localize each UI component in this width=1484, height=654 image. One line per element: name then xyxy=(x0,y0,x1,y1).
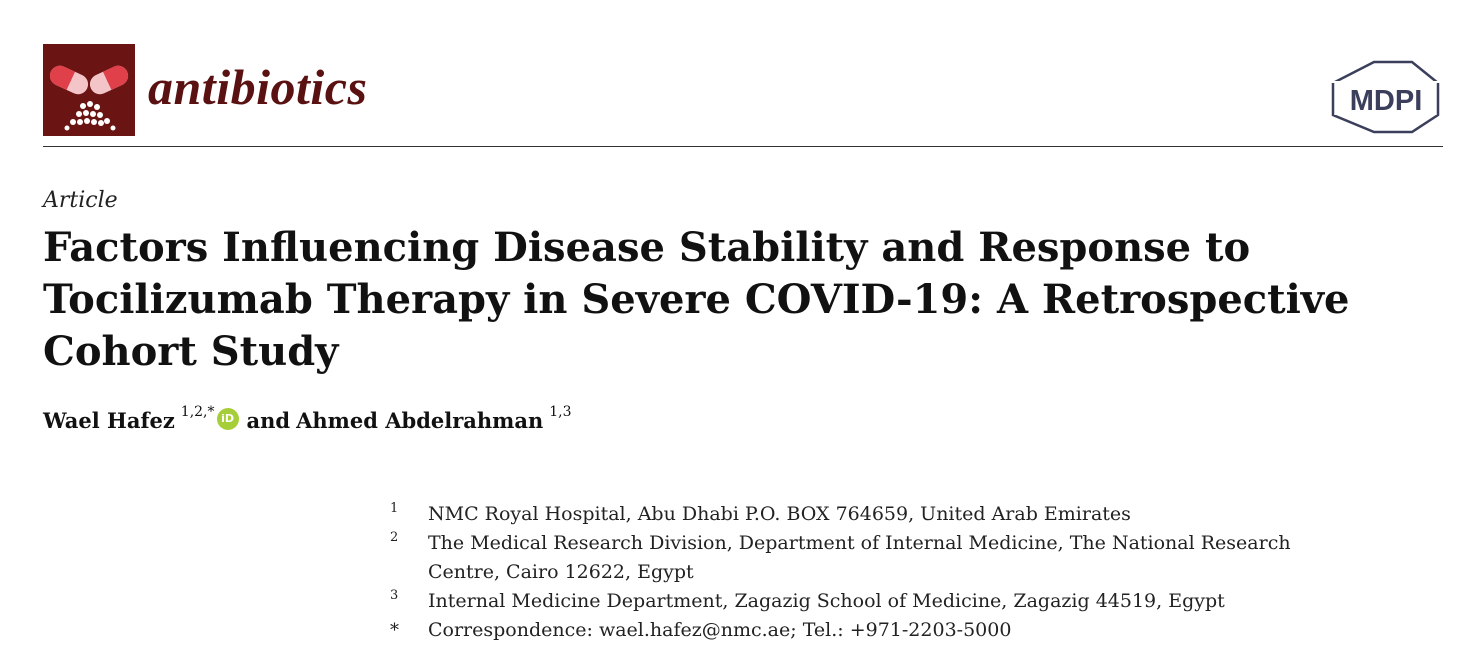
affiliation-text: NMC Royal Hospital, Abu Dhabi P.O. BOX 764659, United Arab Emirates xyxy=(428,503,1131,525)
author-affiliation-marks: 1,2,* xyxy=(180,403,215,420)
affiliation-item xyxy=(390,529,1350,587)
affiliations-list xyxy=(390,500,1350,645)
affiliation-mark: 2 xyxy=(390,530,399,545)
affiliation-mark: 1 xyxy=(390,501,399,516)
correspondence-item xyxy=(390,616,1350,645)
orcid-icon[interactable]: iD xyxy=(217,408,239,430)
author-list xyxy=(43,403,572,433)
author-name[interactable]: Ahmed Abdelrahman xyxy=(296,408,544,433)
mdpi-logo xyxy=(1329,59,1443,135)
article-title: Factors Influencing Disease Stability and Response to Tocilizumab Therapy in Severe COVID-19: A Retrospective Cohort Study xyxy=(43,224,1350,375)
journal-header xyxy=(43,44,1443,136)
journal-name: antibiotics xyxy=(148,59,368,115)
correspondence-text[interactable]: Correspondence: wael.hafez@nmc.ae; Tel.: +971-2203-5000 xyxy=(428,619,1012,641)
publisher-name: MDPI xyxy=(1349,85,1423,117)
article-type: Article xyxy=(43,188,118,213)
author-name[interactable]: Wael Hafez xyxy=(43,408,175,433)
author-affiliation-marks: 1,3 xyxy=(549,403,572,420)
correspondence-mark: * xyxy=(390,620,399,641)
capsule-pills-icon xyxy=(43,44,135,136)
affiliation-mark: 3 xyxy=(390,588,399,603)
affiliation-item xyxy=(390,500,1350,529)
affiliation-item xyxy=(390,587,1350,616)
affiliation-text: Internal Medicine Department, Zagazig School of Medicine, Zagazig 44519, Egypt xyxy=(428,590,1225,612)
header-divider xyxy=(43,146,1443,147)
authors-connector: and xyxy=(246,408,291,433)
affiliation-text: The Medical Research Division, Department of Internal Medicine, The National Research Centre, Cairo 12622, Egypt xyxy=(428,532,1291,583)
